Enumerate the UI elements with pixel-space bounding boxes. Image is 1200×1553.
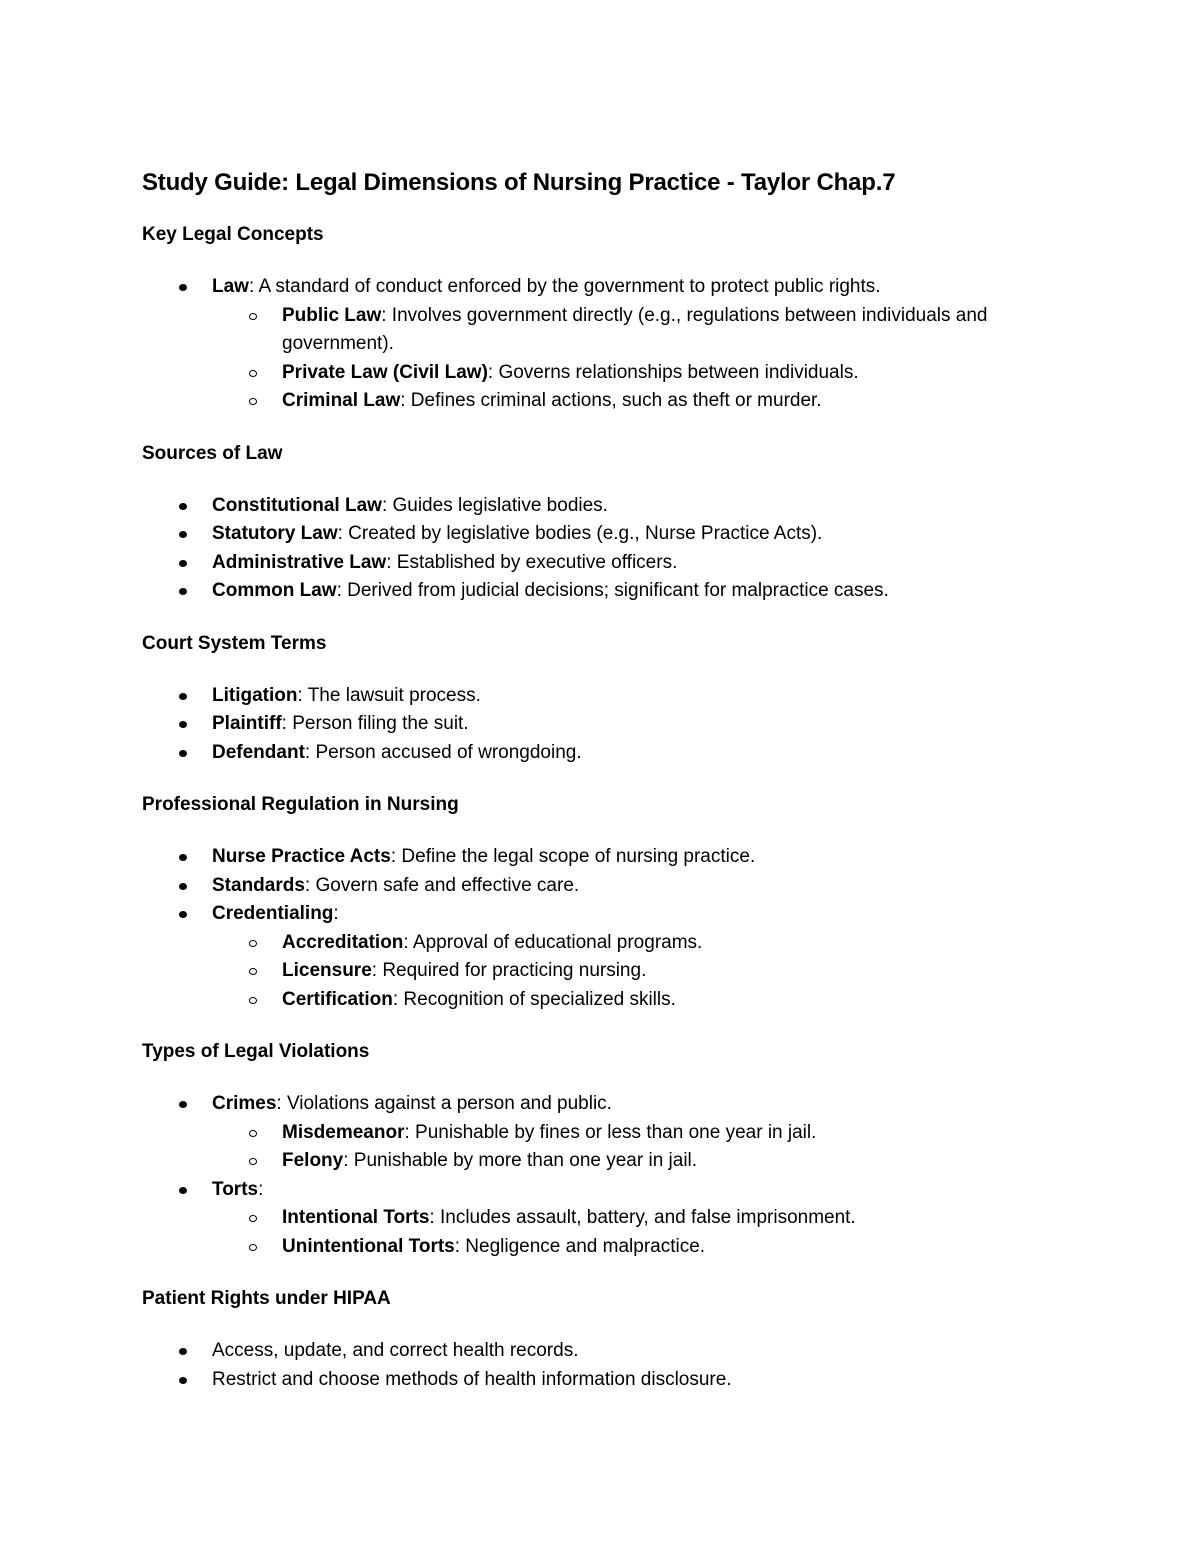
item-term: Statutory Law — [212, 523, 338, 544]
list-item — [142, 710, 1062, 739]
sub-bullet-list — [212, 929, 1062, 1015]
filled-bullet-icon — [179, 284, 187, 291]
sub-bullet-list — [212, 1119, 1062, 1176]
item-text: : — [333, 903, 339, 924]
list-item — [142, 1090, 1062, 1176]
section-heading: Sources of Law — [142, 442, 283, 464]
sub-bullet-list — [212, 302, 1062, 416]
bullet-list — [142, 273, 1062, 416]
item-term: Credentialing — [212, 903, 334, 924]
list-item — [142, 900, 1062, 1014]
item-term: Defendant — [212, 741, 305, 763]
section-heading: Patient Rights under HIPAA — [142, 1288, 391, 1309]
list-item — [142, 549, 1062, 578]
sub-item-term: Private Law (Civil Law) — [282, 361, 488, 383]
item-term: Litigation — [212, 684, 298, 706]
filled-bullet-icon — [179, 503, 187, 510]
filled-bullet-icon — [179, 588, 187, 595]
filled-bullet-icon — [179, 883, 187, 890]
sub-item-term: Intentional Torts — [282, 1207, 430, 1228]
item-term: Constitutional Law — [212, 494, 382, 516]
sub-list-item — [212, 1119, 1062, 1148]
filled-bullet-icon — [179, 911, 187, 918]
item-term: Crimes — [212, 1093, 277, 1114]
section-heading: Key Legal Concepts — [142, 224, 324, 245]
list-item — [142, 492, 1062, 521]
sub-list-item — [212, 359, 1062, 388]
item-text: : A standard of conduct enforced by the government to protect public rights. — [248, 276, 881, 297]
bullet-list — [142, 843, 1062, 1014]
list-item — [142, 273, 1062, 416]
list-item — [142, 1337, 1062, 1366]
sub-list-item — [212, 302, 1062, 359]
hollow-bullet-icon — [249, 1215, 257, 1222]
item-text: : Violations against a person and public. — [276, 1093, 612, 1114]
filled-bullet-icon — [179, 750, 187, 757]
filled-bullet-icon — [179, 531, 187, 538]
filled-bullet-icon — [179, 560, 187, 567]
sub-list-item — [212, 1204, 1062, 1233]
section — [142, 440, 1062, 606]
sub-list-item — [212, 387, 1062, 416]
item-term: Administrative Law — [212, 551, 387, 573]
sub-list-item — [212, 986, 1062, 1015]
sub-item-text: : Approval of educational programs. — [403, 931, 703, 953]
document-title: Study Guide: Legal Dimensions of Nursing Practice - Taylor Chap.7 — [142, 169, 896, 196]
sub-item-text: : Includes assault, battery, and false imprisonment. — [429, 1207, 856, 1228]
item-term: Plaintiff — [212, 713, 282, 734]
list-item — [142, 577, 1062, 606]
hollow-bullet-icon — [249, 968, 257, 975]
item-term: Standards — [212, 874, 305, 896]
hollow-bullet-icon — [249, 1158, 257, 1165]
item-text: : Created by legislative bodies (e.g., Nurse Practice Acts). — [337, 523, 823, 544]
section-heading: Types of Legal Violations — [142, 1041, 370, 1062]
list-item — [142, 1366, 1062, 1395]
sub-item-term: Misdemeanor — [282, 1121, 405, 1143]
hollow-bullet-icon — [249, 940, 257, 947]
item-term: Common Law — [212, 580, 337, 601]
sub-item-term: Certification — [282, 988, 393, 1010]
bullet-list — [142, 682, 1062, 768]
item-text: : — [258, 1178, 264, 1200]
item-term: Law — [212, 276, 249, 297]
document-body — [142, 221, 1062, 1394]
sub-list-item — [212, 929, 1062, 958]
sub-item-term: Criminal Law — [282, 390, 401, 411]
hollow-bullet-icon — [249, 997, 257, 1004]
list-item — [142, 682, 1062, 711]
sub-item-term: Unintentional Torts — [282, 1235, 455, 1257]
sub-item-text: : Required for practicing nursing. — [371, 960, 647, 981]
bullet-list — [142, 1090, 1062, 1261]
list-item — [142, 843, 1062, 872]
section — [142, 221, 1062, 416]
sub-item-text: : Punishable by more than one year in jail. — [343, 1150, 698, 1171]
document-page — [142, 165, 1062, 1418]
filled-bullet-icon — [179, 1377, 187, 1384]
sub-bullet-list — [212, 1204, 1062, 1261]
sub-item-text: : Punishable by fines or less than one year in jail. — [404, 1121, 817, 1143]
item-text: : Derived from judicial decisions; significant for malpractice cases. — [336, 580, 889, 601]
filled-bullet-icon — [179, 1101, 187, 1108]
item-text: : Define the legal scope of nursing practice. — [390, 846, 756, 867]
item-term: Torts — [212, 1178, 259, 1200]
item-text: : Person accused of wrongdoing. — [304, 741, 582, 763]
section-heading: Court System Terms — [142, 632, 327, 654]
filled-bullet-icon — [179, 1348, 187, 1355]
filled-bullet-icon — [179, 693, 187, 700]
list-item — [142, 520, 1062, 549]
bullet-list — [142, 1337, 1062, 1394]
item-text: Restrict and choose methods of health information disclosure. — [212, 1368, 732, 1390]
section — [142, 791, 1062, 1014]
item-text: : Guides legislative bodies. — [381, 494, 608, 516]
item-text: Access, update, and correct health records. — [212, 1340, 579, 1361]
sub-list-item — [212, 957, 1062, 986]
section — [142, 630, 1062, 768]
item-text: : Person filing the suit. — [281, 713, 469, 734]
sub-item-term: Licensure — [282, 960, 372, 981]
sub-list-item — [212, 1233, 1062, 1262]
list-item — [142, 739, 1062, 768]
hollow-bullet-icon — [249, 313, 257, 320]
item-text: : The lawsuit process. — [297, 684, 481, 706]
sub-item-text: : Defines criminal actions, such as theft or murder. — [400, 390, 822, 411]
sub-item-text: : Negligence and malpractice. — [454, 1235, 706, 1257]
list-item — [142, 872, 1062, 901]
sub-item-term: Accreditation — [282, 931, 404, 953]
item-term: Nurse Practice Acts — [212, 846, 391, 867]
bullet-list — [142, 492, 1062, 606]
section-heading: Professional Regulation in Nursing — [142, 794, 459, 815]
item-text: : Govern safe and effective care. — [304, 874, 580, 896]
filled-bullet-icon — [179, 1187, 187, 1194]
filled-bullet-icon — [179, 721, 187, 728]
hollow-bullet-icon — [249, 398, 257, 405]
section — [142, 1038, 1062, 1261]
sub-item-text: : Recognition of specialized skills. — [392, 988, 676, 1010]
list-item — [142, 1176, 1062, 1262]
hollow-bullet-icon — [249, 1244, 257, 1251]
filled-bullet-icon — [179, 854, 187, 861]
sub-list-item — [212, 1147, 1062, 1176]
sub-item-text: : Involves government directly (e.g., regulations between individuals and government). — [282, 304, 988, 354]
hollow-bullet-icon — [249, 370, 257, 377]
sub-item-term: Felony — [282, 1150, 344, 1171]
sub-item-text: : Governs relationships between individuals. — [487, 361, 859, 383]
sub-item-term: Public Law — [282, 304, 382, 326]
item-text: : Established by executive officers. — [386, 551, 678, 573]
section — [142, 1285, 1062, 1394]
hollow-bullet-icon — [249, 1130, 257, 1137]
